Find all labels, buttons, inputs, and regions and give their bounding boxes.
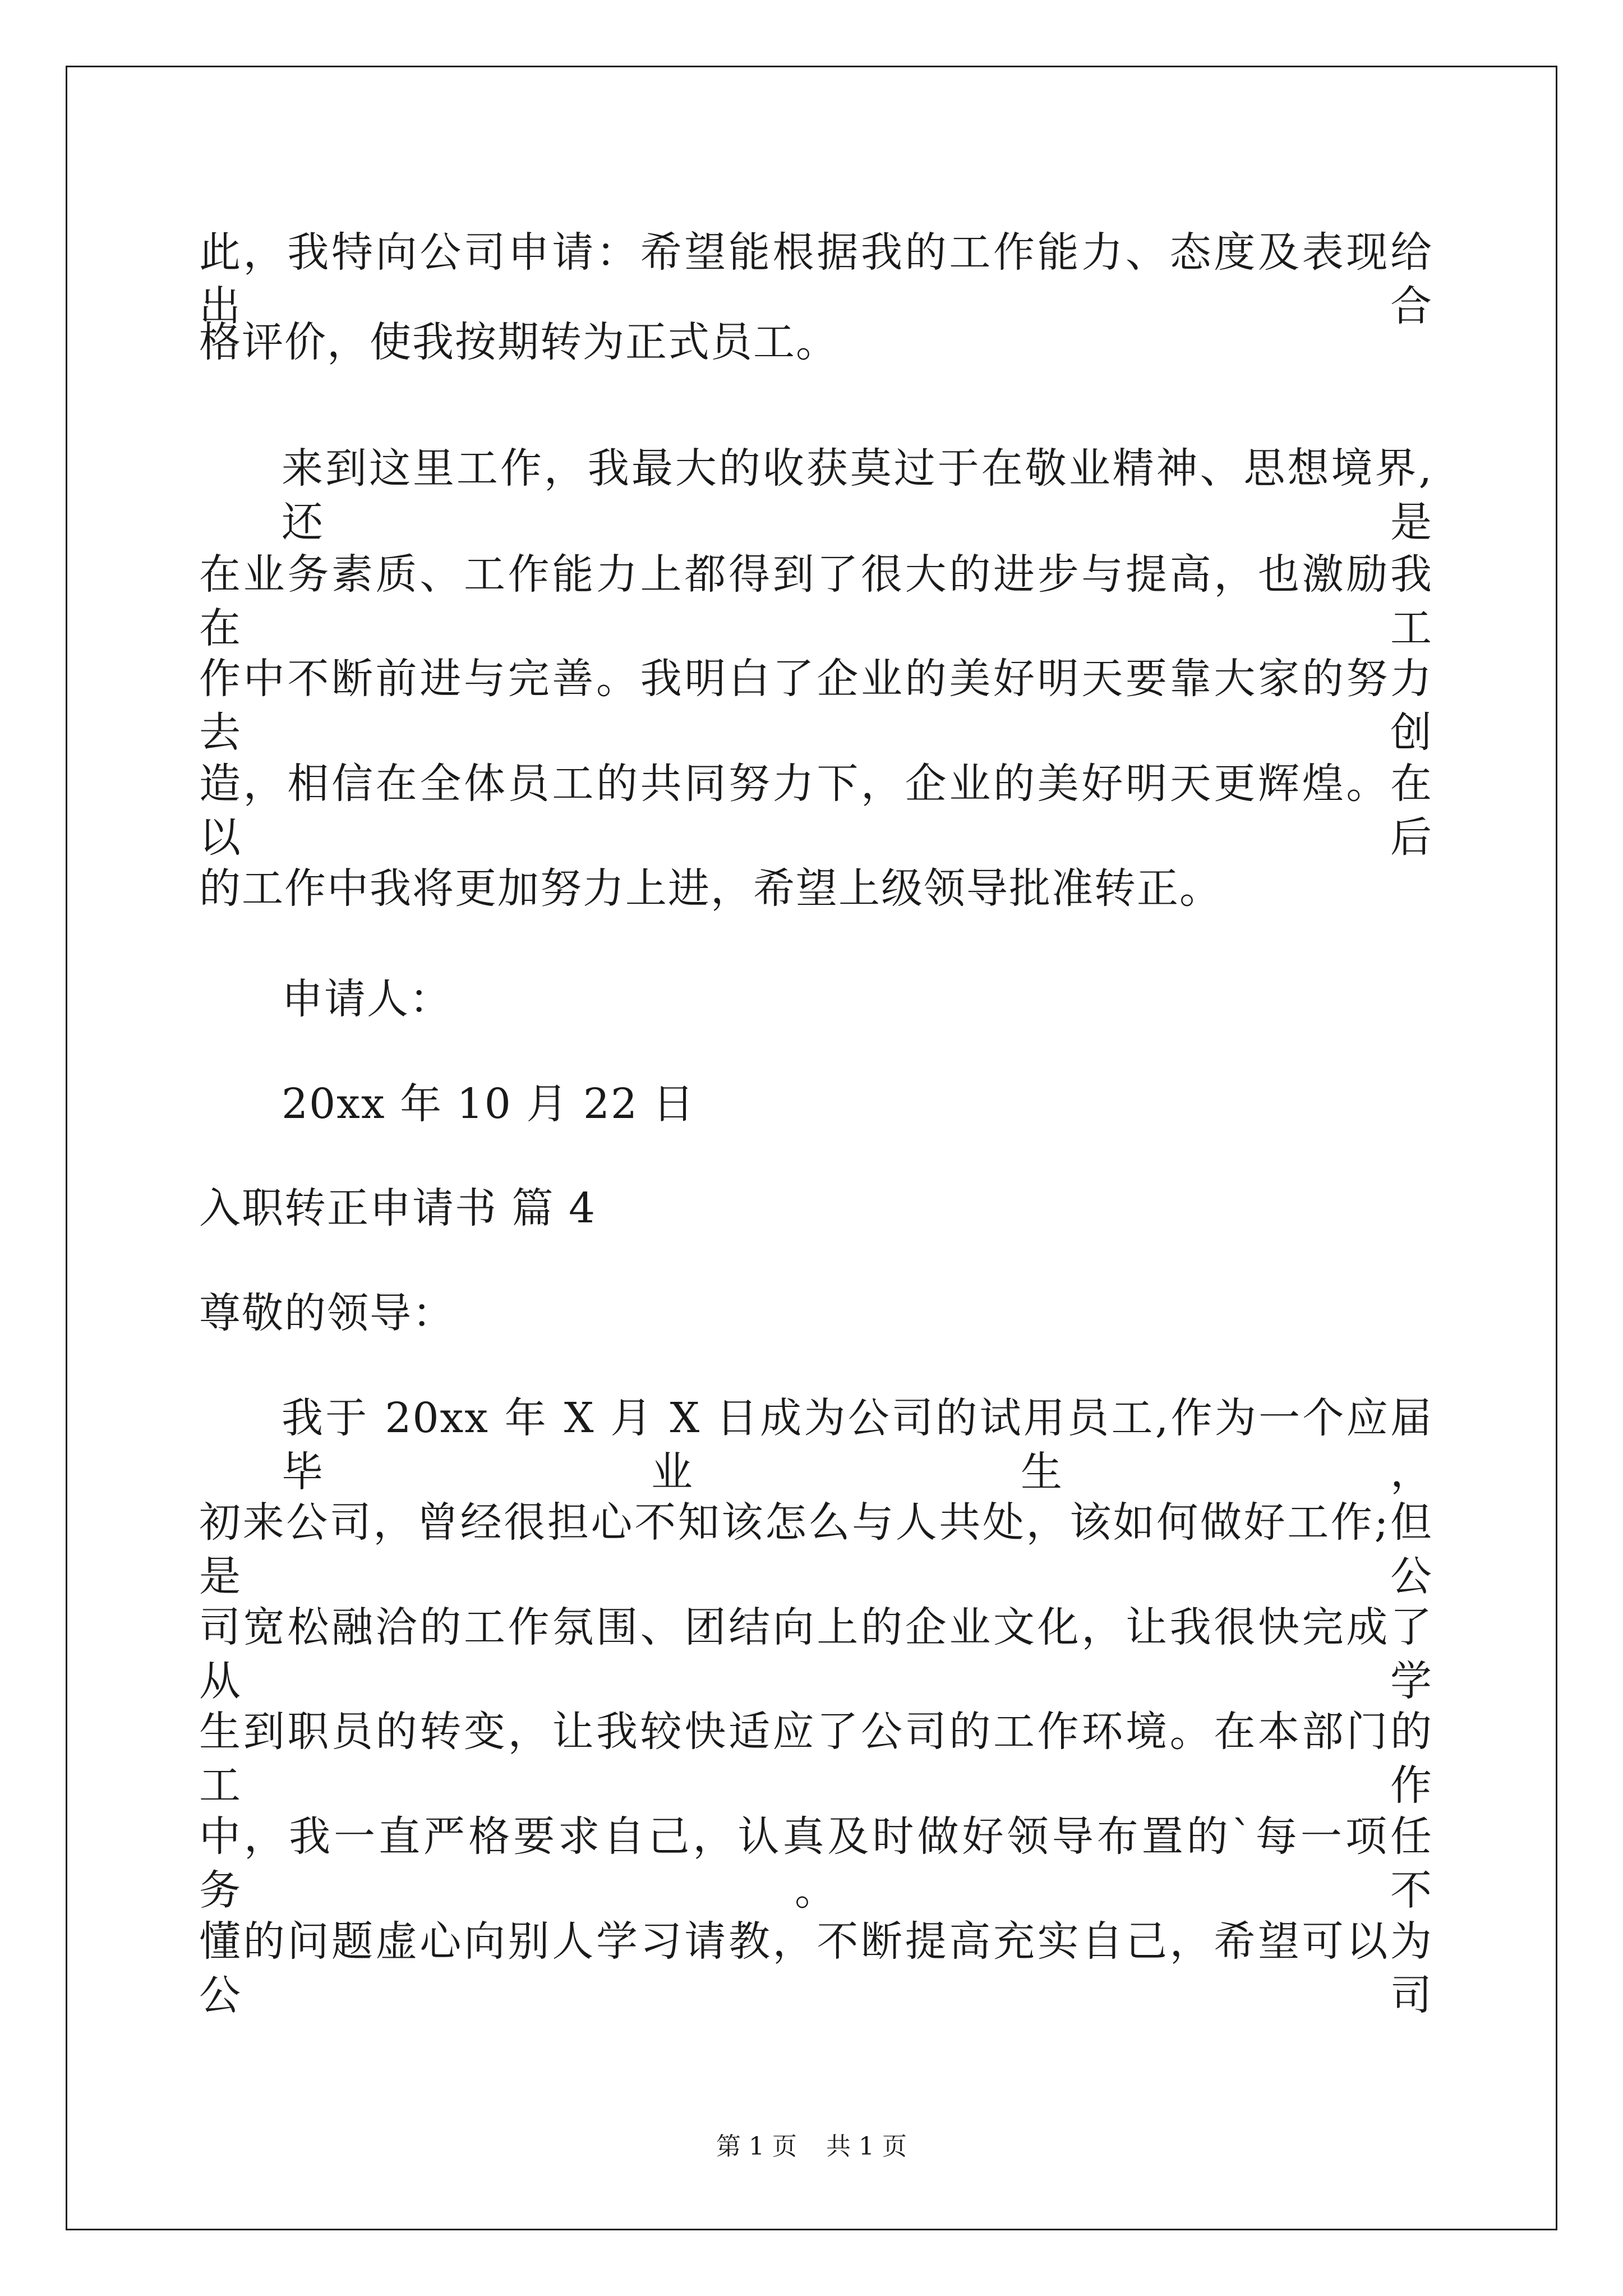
date-line: 20xx 年 10 月 22 日 xyxy=(282,1080,695,1128)
text-line-12: 我于 20xx 年 X 月 X 日成为公司的试用员工,作为一个应届毕业生， xyxy=(282,1394,1433,1496)
text-line-4: 在业务素质、工作能力上都得到了很大的进步与提高，也激励我在工 xyxy=(199,550,1433,652)
section-heading: 入职转正申请书 篇 4 xyxy=(199,1184,597,1232)
text-line-5: 作中不断前进与完善。我明白了企业的美好明天要靠大家的努力去创 xyxy=(199,655,1433,757)
text-line-13: 初来公司，曾经很担心不知该怎么与人共处，该如何做好工作;但是公 xyxy=(199,1498,1433,1600)
text-line-15: 生到职员的转变，让我较快适应了公司的工作环境。在本部门的工作 xyxy=(199,1708,1433,1810)
text-line-17: 懂的问题虚心向别人学习请教，不断提高充实自己，希望可以为公司 xyxy=(199,1917,1433,2019)
signer-label: 申请人： xyxy=(282,975,452,1023)
salutation: 尊敬的领导： xyxy=(199,1289,455,1337)
page-footer xyxy=(0,2130,1623,2164)
text-line-6: 造，相信在全体员工的共同努力下，企业的美好明天更辉煌。在以后 xyxy=(199,760,1433,862)
text-line-3: 来到这里工作，我最大的收获莫过于在敬业精神、思想境界,还是 xyxy=(282,444,1433,546)
page-number: 第 1 页 xyxy=(716,2132,797,2161)
text-line-7: 的工作中我将更加努力上进，希望上级领导批准转正。 xyxy=(199,864,1222,913)
text-line-14: 司宽松融洽的工作氛围、团结向上的企业文化，让我很快完成了从学 xyxy=(199,1603,1433,1705)
text-line-2: 格评价，使我按期转为正式员工。 xyxy=(199,318,838,366)
text-line-16: 中，我一直严格要求自己，认真及时做好领导布置的`每一项任务。不 xyxy=(199,1812,1433,1915)
text-line-1: 此，我特向公司申请：希望能根据我的工作能力、态度及表现给出合 xyxy=(199,228,1433,330)
page-total: 共 1 页 xyxy=(826,2132,907,2161)
